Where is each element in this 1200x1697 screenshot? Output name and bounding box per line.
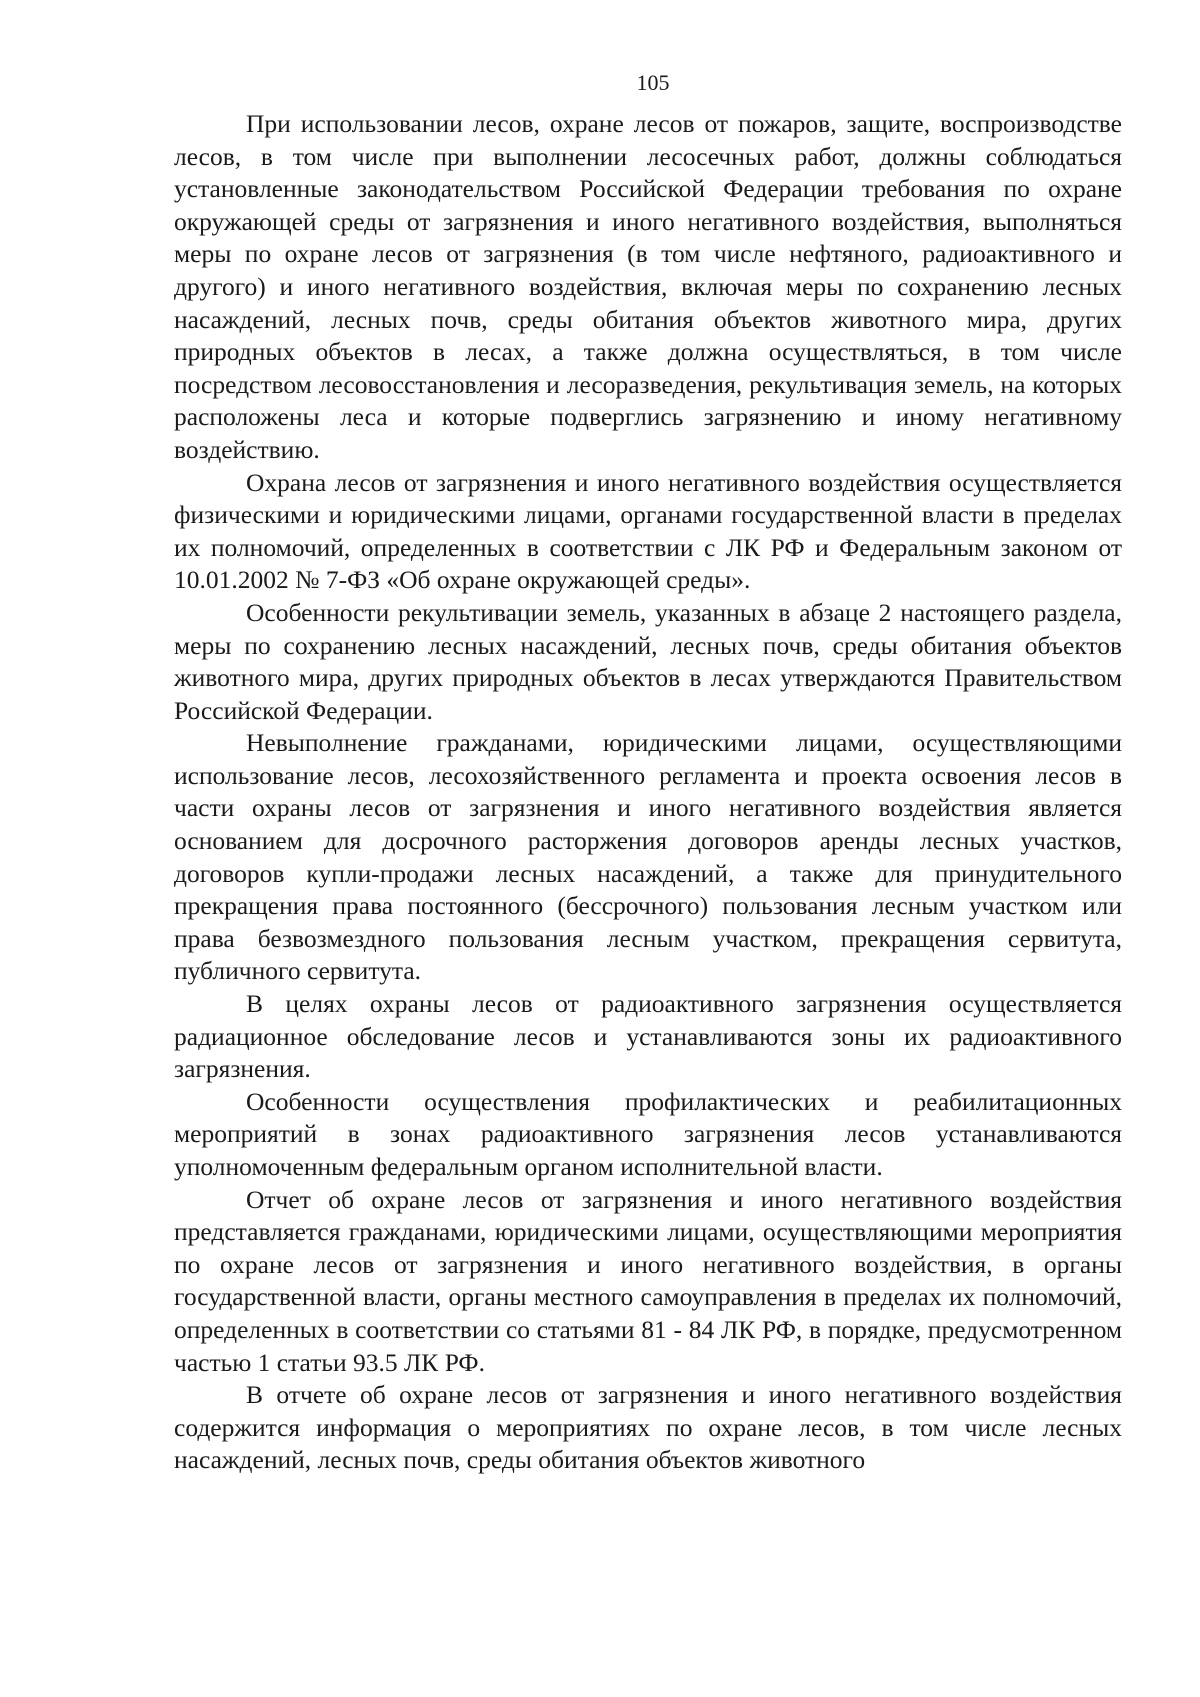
paragraph: При использовании лесов, охране лесов от пожаров, защите, воспроизводстве лесов, в том числе при выполнении лесосечных работ, должны соблюдаться установленные законодательством Российской Федерации требования по охране окружающей среды от загрязнения и иного негативного воздействия, выполняться меры по охране лесов от загрязнения (в том числе нефтяного, радиоактивного и другого) и иного негативного воздействия, включая меры по сохранению лесных насаждений, лесных почв, среды обитания объектов животного мира, других природных объектов в лесах, а также должна осуществляться, в том числе посредством лесовосстановления и лесоразведения, рекультивация земель, на которых расположены леса и которые подверглись загрязнению и иному негативному воздействию. bbox=[174, 109, 1122, 464]
paragraph: Охрана лесов от загрязнения и иного негативного воздействия осуществляется физическими и юридическими лицами, органами государственной власти в пределах их полномочий, определенных в соответствии с ЛК РФ и Федеральным законом от 10.01.2002 № 7-ФЗ «Об охране окружающей среды». bbox=[174, 467, 1122, 595]
paragraph: В целях охраны лесов от радиоактивного загрязнения осуществляется радиационное обследование лесов и устанавливаются зоны их радиоактивного загрязнения. bbox=[174, 989, 1122, 1084]
paragraph: Особенности осуществления профилактических и реабилитационных мероприятий в зонах радиоактивного загрязнения лесов устанавливаются уполномоченным федеральным органом исполнительной власти. bbox=[174, 1086, 1122, 1181]
paragraph: Отчет об охране лесов от загрязнения и иного негативного воздействия представляется гражданами, юридическими лицами, осуществляющими мероприятия по охране лесов от загрязнения и иного негативного воздействия, в органы государственной власти, органы местного самоуправления в пределах их полномочий, определенных в соответствии со статьями 81 - 84 ЛК РФ, в порядке, предусмотренном частью 1 статьи 93.5 ЛК РФ. bbox=[174, 1184, 1122, 1377]
paragraph: Особенности рекультивации земель, указанных в абзаце 2 настоящего раздела, меры по сохранению лесных насаждений, лесных почв, среды обитания объектов животного мира, других природных объектов в лесах утверждаются Правительством Российской Федерации. bbox=[174, 597, 1122, 725]
page-number: 105 bbox=[636, 70, 670, 95]
paragraph: В отчете об охране лесов от загрязнения и иного негативного воздействия содержится информация о мероприятиях по охране лесов, в том числе лесных насаждений, лесных почв, среды обитания объектов животного bbox=[174, 1380, 1122, 1475]
paragraph: Невыполнение гражданами, юридическими лицами, осуществляющими использование лесов, лесохозяйственного регламента и проекта освоения лесов в части охраны лесов от загрязнения и иного негативного воздействия является основанием для досрочного расторжения договоров аренды лесных участков, договоров купли-продажи лесных насаждений, а также для принудительного прекращения права постоянного (бессрочного) пользования лесным участком или права безвозмездного пользования лесным участком, прекращения сервитута, публичного сервитута. bbox=[174, 728, 1122, 986]
body-text bbox=[174, 108, 1122, 1477]
